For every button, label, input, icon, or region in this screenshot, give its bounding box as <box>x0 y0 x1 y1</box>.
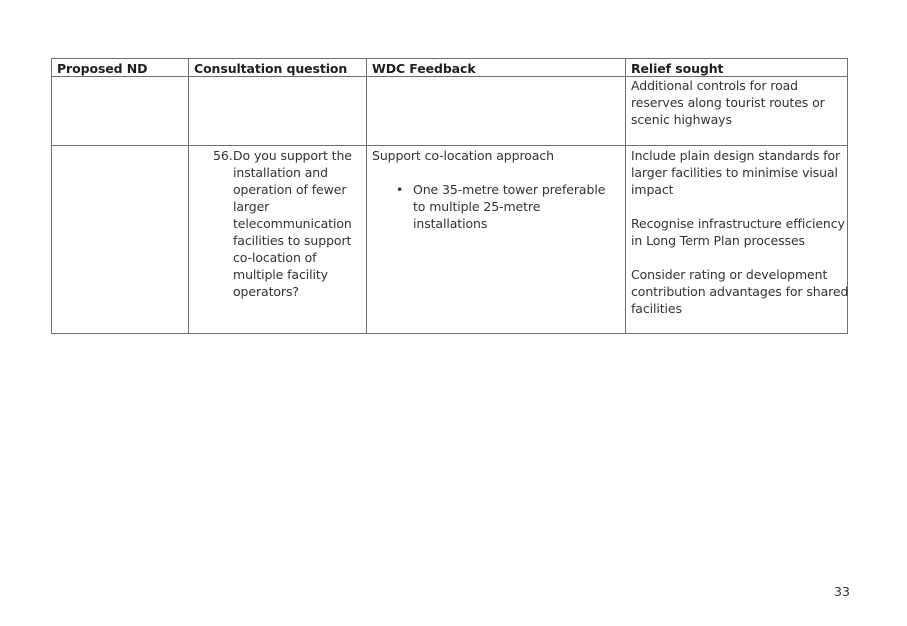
relief-item-infrastructure-efficiency: Recognise infrastructure efficiency in Long Term Plan processes <box>631 216 845 248</box>
bullet-icon: • <box>396 182 404 197</box>
header-wdc-feedback: WDC Feedback <box>372 61 476 76</box>
question-number: 56. <box>213 148 233 163</box>
feedback-table <box>51 58 848 334</box>
feedback-bullet-text: One 35-metre tower preferable to multiple 25-metre installations <box>413 182 606 231</box>
row1-relief-sought: Additional controls for road reserves along tourist routes or scenic highways <box>631 78 825 127</box>
header-relief-sought: Relief sought <box>631 61 724 76</box>
column-divider <box>366 59 367 333</box>
feedback-intro: Support co-location approach <box>372 148 554 163</box>
header-consultation-question: Consultation question <box>194 61 348 76</box>
question-text: Do you support the installation and operation of fewer larger telecommunication facilities to support co-location of multiple facility operators? <box>233 148 352 299</box>
row-divider <box>52 145 847 146</box>
header-proposed-nd: Proposed ND <box>57 61 148 76</box>
page-number: 33 <box>834 584 850 599</box>
row2-consultation-question <box>213 147 363 307</box>
feedback-bullet-item <box>372 181 622 231</box>
row2-wdc-feedback <box>372 147 622 231</box>
row2-relief-sought <box>631 147 849 327</box>
relief-item-design-standards: Include plain design standards for larger facilities to minimise visual impact <box>631 148 841 197</box>
column-divider <box>188 59 189 333</box>
column-divider <box>625 59 626 333</box>
relief-item-rating-advantages: Consider rating or development contribution advantages for shared facilities <box>631 267 849 316</box>
